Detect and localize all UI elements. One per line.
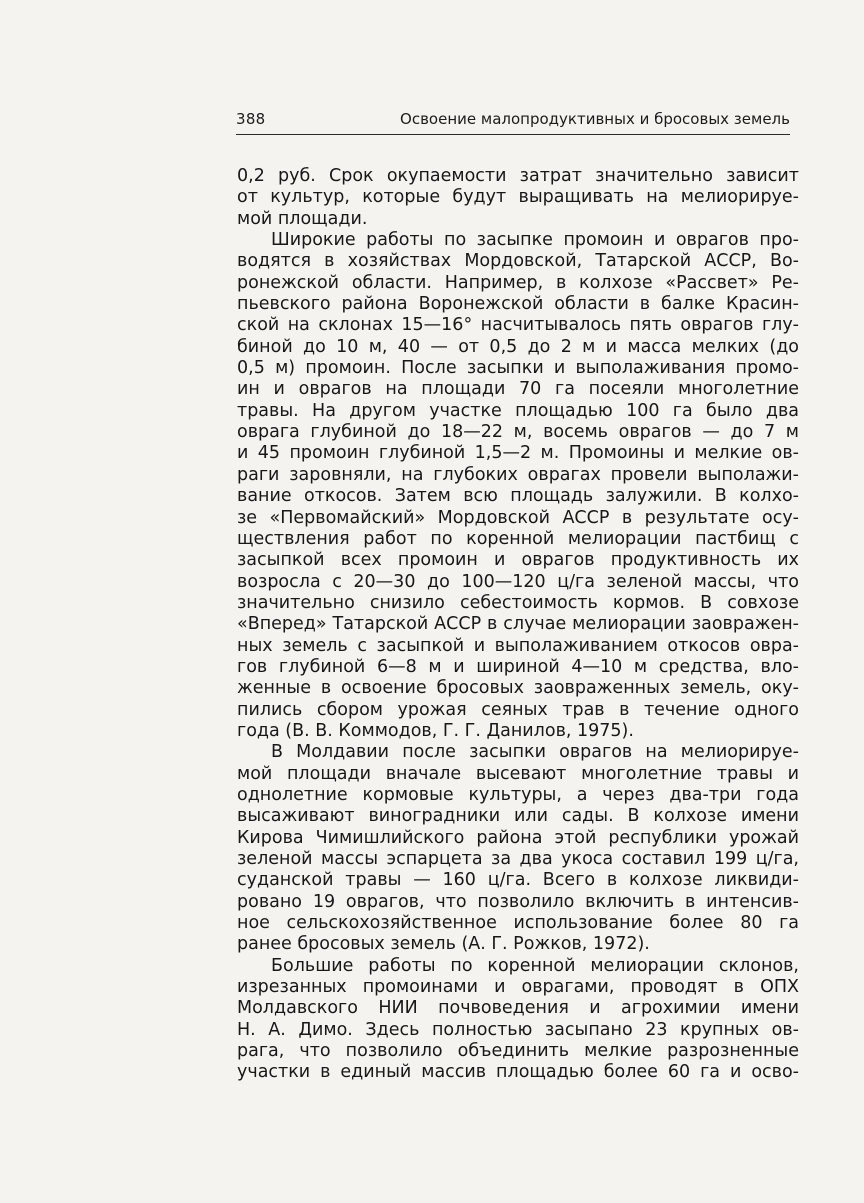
text-line: однолетние кормовые культуры, а через два-три года <box>237 784 799 805</box>
text-line: Н. А. Димо. Здесь полностью засыпано 23 крупных ов- <box>237 1019 799 1040</box>
text-line: зе «Первомайский» Мордовской АССР в результате осу- <box>237 507 799 528</box>
text-line: ской на склонах 15—16° насчитывалось пять оврагов глу- <box>237 315 799 336</box>
page-header <box>236 108 790 135</box>
page-number: 388 <box>236 110 266 128</box>
text-line: засыпкой всех промоин и оврагов продуктивность их <box>237 550 799 571</box>
text-line: ранее бросовых земель (А. Г. Рожков, 1972). <box>237 934 650 955</box>
text-line: Молдавского НИИ почвоведения и агрохимии имени <box>237 998 799 1019</box>
text-line: суданской травы — 160 ц/га. Всего в колхозе ликвиди- <box>237 870 799 891</box>
text-line: от культур, которые будут выращивать на мелиорируе- <box>237 187 799 208</box>
text-line: ное сельскохозяйственное использование более 80 га <box>237 913 799 934</box>
text-line: биной до 10 м, 40 — от 0,5 до 2 м и масса мелких (до <box>237 336 799 357</box>
paragraph-first-line: Большие работы по коренной мелиорации склонов, <box>271 955 799 976</box>
text-line: 0,2 руб. Срок окупаемости затрат значительно зависит <box>237 166 799 186</box>
text-line: ных земель с засыпкой и выполаживанием откосов овра- <box>237 635 799 656</box>
text-line: и 45 промоин глубиной 1,5—2 м. Промоины и мелкие ов- <box>237 443 799 464</box>
text-line: «Вперед» Татарской АССР в случае мелиорации заовражен- <box>237 614 799 635</box>
text-line: 0,5 м) промоин. После засыпки и выполаживания промо- <box>237 358 799 379</box>
text-line: мой площади вначале высевают многолетние травы и <box>237 763 799 784</box>
text-line: ровано 19 оврагов, что позволило включить в интенсив- <box>237 891 799 912</box>
text-line: рага, что позволило объединить мелкие разрозненные <box>237 1041 799 1062</box>
running-title: Освоение малопродуктивных и бросовых земель <box>400 110 790 128</box>
text-line: раги заровняли, на глубоких оврагах провели выполажи- <box>237 464 799 485</box>
text-line: ществления работ по коренной мелиорации пастбищ с <box>237 528 799 549</box>
text-line: пьевского района Воронежской области в балке Красин- <box>237 294 799 315</box>
text-line: вание откосов. Затем всю площадь залужили. В колхо- <box>237 486 799 507</box>
text-line: оврага глубиной до 18—22 м, восемь оврагов — до 7 м <box>237 422 799 443</box>
text-line: года (В. В. Коммодов, Г. Г. Данилов, 1975). <box>237 720 634 741</box>
text-line: водятся в хозяйствах Мордовской, Татарской АССР, Во- <box>237 251 799 272</box>
text-line: травы. На другом участке площадью 100 га было два <box>237 400 799 421</box>
text-line: женные в освоение бросовых заовраженных земель, оку- <box>237 678 799 699</box>
paragraph-first-line: Широкие работы по засыпке промоин и оврагов про- <box>271 230 799 251</box>
text-line: гов глубиной 6—8 м и шириной 4—10 м средства, вло- <box>237 656 799 677</box>
text-line: пились сбором урожая сеяных трав в течение одного <box>237 699 799 720</box>
text-line: Кирова Чимишлийского района этой республики урожай <box>237 827 799 848</box>
text-line: изрезанных промоинами и оврагами, проводят в ОПХ <box>237 977 799 998</box>
text-line: ронежской области. Например, в колхозе «Рассвет» Ре- <box>237 272 799 293</box>
body-text <box>237 166 799 1084</box>
text-line: зеленой массы эспарцета за два укоса составил 199 ц/га, <box>237 849 799 869</box>
text-line: участки в единый массив площадью более 60 га и осво- <box>237 1062 799 1083</box>
text-line: возросла с 20—30 до 100—120 ц/га зеленой массы, что <box>237 571 799 592</box>
text-line: высаживают виноградники или сады. В колхозе имени <box>237 806 799 827</box>
text-line: мой площади. <box>237 208 368 229</box>
text-line: ин и оврагов на площади 70 га посеяли многолетние <box>237 379 799 400</box>
text-line: значительно снизило себестоимость кормов. В совхозе <box>237 592 799 613</box>
paragraph-first-line: В Молдавии после засыпки оврагов на мелиорируе- <box>271 742 799 763</box>
